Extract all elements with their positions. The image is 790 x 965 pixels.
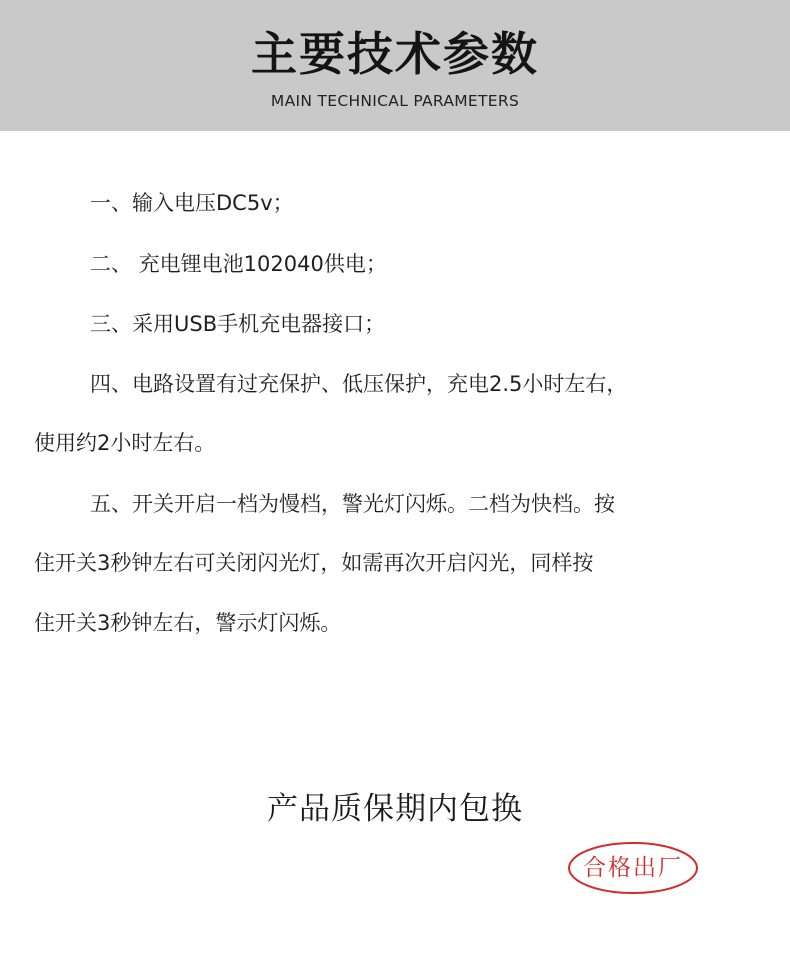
qualified-stamp: [567, 841, 699, 895]
param-line-5-cont-1: 住开关3秒钟左右可关闭闪光灯，如需再次开启闪光，同样按: [34, 551, 594, 575]
stamp-label: 合格出厂: [583, 855, 683, 881]
page-title: 主要技术参数: [251, 27, 539, 81]
param-line-5-cont-2: 住开关3秒钟左右，警示灯闪烁。: [34, 611, 342, 635]
param-line-5: 五、开关开启一档为慢档，警光灯闪烁。二档为快档。按: [90, 492, 615, 516]
param-line-4-cont: 使用约2小时左右。: [34, 431, 216, 455]
header-banner: [0, 0, 790, 131]
warranty-text: 产品质保期内包换: [267, 791, 523, 827]
param-line-2: 二、 充电锂电池102040供电；: [90, 252, 387, 276]
param-line-3: 三、采用USB手机充电器接口；: [90, 312, 386, 336]
page-subtitle: MAIN TECHNICAL PARAMETERS: [270, 92, 520, 110]
param-line-4: 四、电路设置有过充保护、低压保护，充电2.5小时左右，: [90, 372, 628, 396]
param-line-1: 一、输入电压DC5v；: [90, 191, 294, 215]
